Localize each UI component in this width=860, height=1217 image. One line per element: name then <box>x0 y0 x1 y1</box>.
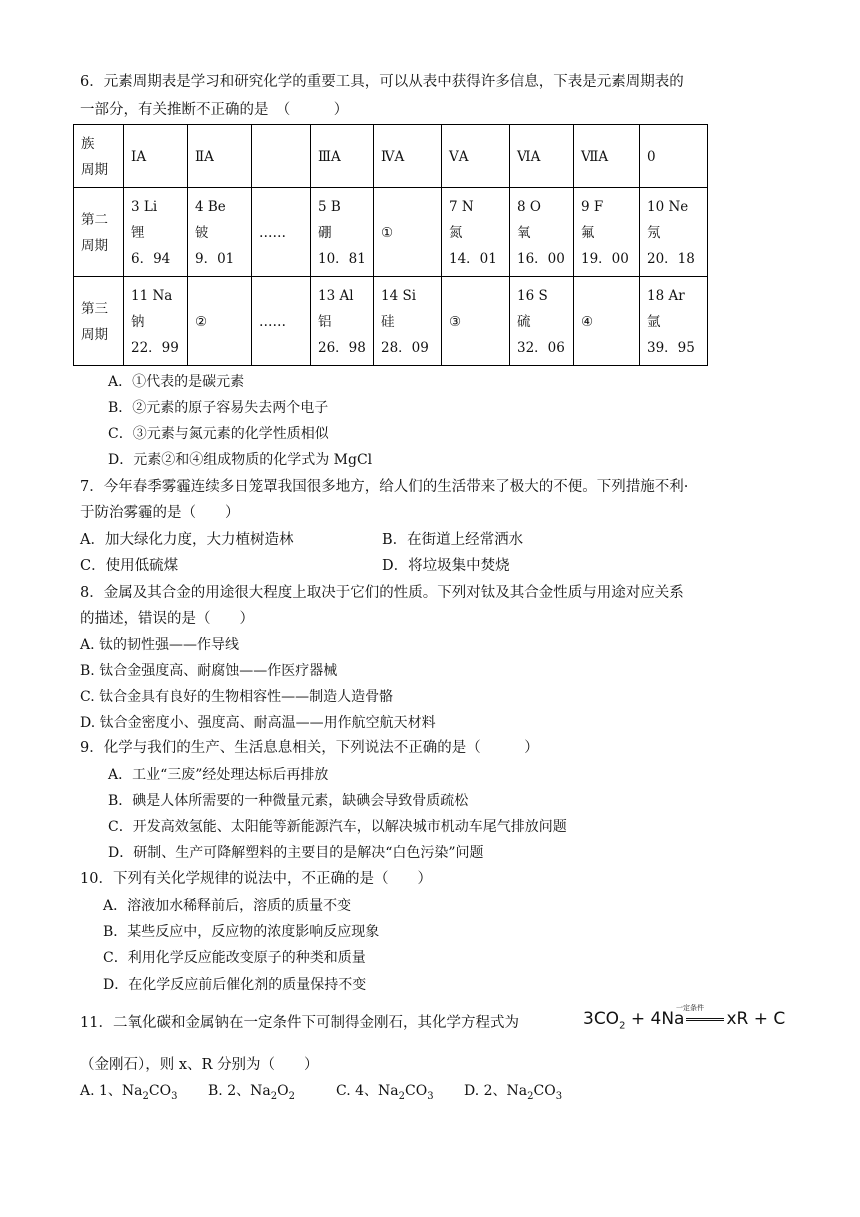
q7-option-d: D．将垃圾集中焚烧 <box>382 558 510 574</box>
element-cell-unknown-3: ③ <box>442 277 510 366</box>
period-label: 第三 周期 <box>74 277 124 366</box>
element-cell-si: 14 Si 硅 28．09 <box>374 277 442 366</box>
element-cell-o: 8 O 氧 16．00 <box>510 188 574 277</box>
q7-option-a: A．加大绿化力度，大力植树造林 <box>80 532 294 548</box>
equation-equals-sign <box>686 1018 724 1021</box>
q11-option-a: A. 1、$Na_2CO_3$ <box>80 1083 178 1102</box>
q9-stem: 9．化学与我们的生产、生活息息相关，下列说法不正确的是（ ） <box>80 740 539 756</box>
q7-option-b: B．在街道上经常洒水 <box>382 532 524 548</box>
q7-stem-line1: 7．今年春季雾霾连续多日笼罩我国很多地方，给人们的生活带来了极大的不便。下列措施不利· <box>80 479 689 495</box>
element-cell-na: 11 Na 钠 22．99 <box>124 277 188 366</box>
q8-option-b: B. 钛合金强度高、耐腐蚀——作医疗器械 <box>80 663 338 679</box>
q8-option-a: A. 钛的韧性强——作导线 <box>80 637 240 653</box>
element-cell-b: 5 B 硼 10．81 <box>311 188 374 277</box>
q6-option-c: C．③元素与氮元素的化学性质相似 <box>108 426 329 442</box>
q9-option-a: A．工业“三废”经处理达标后再排放 <box>108 767 329 783</box>
q10-option-a: A．溶液加水稀释前后，溶质的质量不变 <box>103 898 352 914</box>
group-header: ⅠA <box>124 125 188 188</box>
group-header: ⅦA <box>574 125 640 188</box>
q9-option-d: D．研制、生产可降解塑料的主要目的是解决“白色污染”问题 <box>108 845 484 861</box>
period-label: 第二 周期 <box>74 188 124 277</box>
chemical-equation: $3CO_2 + 4Na$ xR + C <box>583 1009 786 1032</box>
q11-stem-line1: 11．二氧化碳和金属钠在一定条件下可制得金刚石，其化学方程式为 <box>80 1015 519 1031</box>
group-header: ⅡA <box>188 125 252 188</box>
ellipsis-cell: …… <box>252 188 311 277</box>
q6-option-d: D．元素②和④组成物质的化学式为 MgCl <box>108 452 373 468</box>
group-header: 0 <box>640 125 708 188</box>
q11-option-c: C. 4、$Na_2CO_3$ <box>336 1083 434 1102</box>
q6-option-a: A．①代表的是碳元素 <box>108 374 245 390</box>
period-3-row <box>74 277 708 366</box>
group-header <box>252 125 311 188</box>
q10-option-b: B．某些反应中，反应物的浓度影响反应现象 <box>103 924 380 940</box>
element-cell-s: 16 S 硫 32．06 <box>510 277 574 366</box>
group-header: ⅥA <box>510 125 574 188</box>
q8-stem-line2: 的描述，错误的是（ ） <box>80 611 254 627</box>
q10-stem: 10．下列有关化学规律的说法中，不正确的是（ ） <box>80 871 432 887</box>
q6-stem-line1: 6．元素周期表是学习和研究化学的重要工具，可以从表中获得许多信息，下表是元素周期表的 <box>80 74 684 90</box>
reaction-condition: 一定条件 <box>676 1004 704 1012</box>
periodic-table <box>73 124 708 366</box>
q8-option-c: C. 钛合金具有良好的生物相容性——制造人造骨骼 <box>80 689 394 705</box>
q9-option-c: C．开发高效氢能、太阳能等新能源汽车，以解决城市机动车尾气排放问题 <box>108 819 567 835</box>
q11-stem-line2: （金刚石），则 x、R 分别为（ ） <box>80 1057 319 1073</box>
element-cell-li: 3 Li 锂 6．94 <box>124 188 188 277</box>
q10-option-d: D．在化学反应前后催化剂的质量保持不变 <box>103 977 367 993</box>
q8-stem-line1: 8．金属及其合金的用途很大程度上取决于它们的性质。下列对钛及其合金性质与用途对应关系 <box>80 585 684 601</box>
q7-stem-line2: 于防治雾霾的是（ ） <box>80 505 240 521</box>
q10-option-c: C．利用化学反应能改变原子的种类和质量 <box>103 950 366 966</box>
element-cell-unknown-4: ④ <box>574 277 640 366</box>
element-cell-ar: 18 Ar 氩 39．95 <box>640 277 708 366</box>
ellipsis-cell: …… <box>252 277 311 366</box>
element-cell-al: 13 Al 铝 26．98 <box>311 277 374 366</box>
table-header-corner: 族 周期 <box>74 125 124 188</box>
element-cell-n: 7 N 氮 14．01 <box>442 188 510 277</box>
group-header: ⅤA <box>442 125 510 188</box>
q11-option-b: B. 2、$Na_2O_2$ <box>208 1083 295 1102</box>
q6-option-b: B．②元素的原子容易失去两个电子 <box>108 400 329 416</box>
element-cell-unknown-1: ① <box>374 188 442 277</box>
element-cell-ne: 10 Ne 氖 20．18 <box>640 188 708 277</box>
q8-option-d: D. 钛合金密度小、强度高、耐高温——用作航空航天材料 <box>80 715 436 731</box>
element-cell-be: 4 Be 铍 9．01 <box>188 188 252 277</box>
period-2-row <box>74 188 708 277</box>
q9-option-b: B．碘是人体所需要的一种微量元素，缺碘会导致骨质疏松 <box>108 793 469 809</box>
group-header: ⅢA <box>311 125 374 188</box>
q11-option-d: D. 2、$Na_2CO_3$ <box>464 1083 563 1102</box>
element-cell-f: 9 F 氟 19．00 <box>574 188 640 277</box>
q7-option-c: C．使用低硫煤 <box>80 558 179 574</box>
q6-stem-line2: 一部分，有关推断不正确的是 （ ） <box>80 102 349 118</box>
element-cell-unknown-2: ② <box>188 277 252 366</box>
group-header: ⅣA <box>374 125 442 188</box>
